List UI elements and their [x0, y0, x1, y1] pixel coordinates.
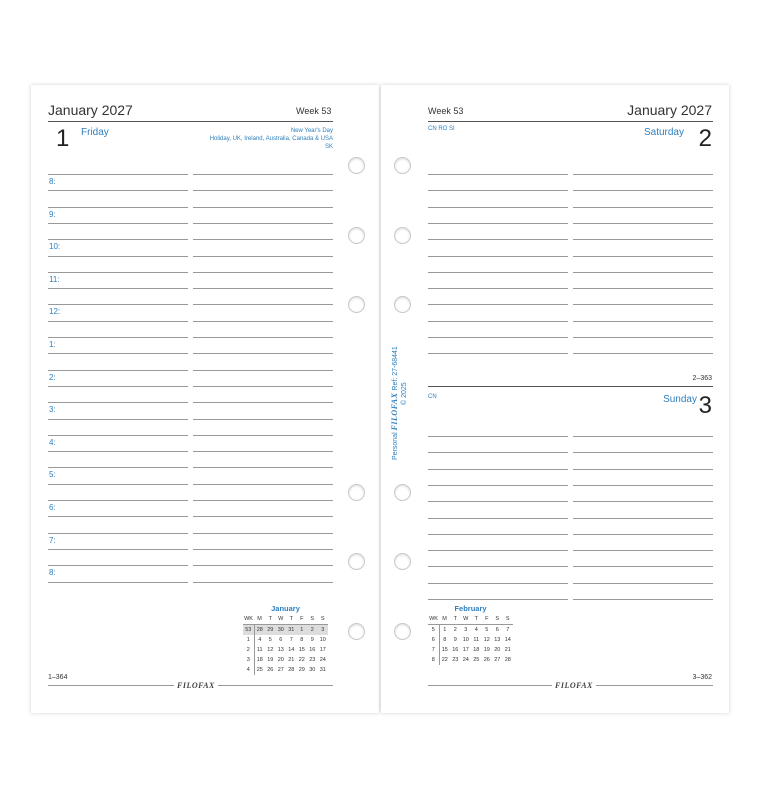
ruled-line — [193, 239, 333, 240]
ruled-line — [573, 566, 713, 567]
hour-label: 6: — [49, 503, 56, 512]
ruled-line — [573, 599, 713, 600]
ruled-line — [573, 304, 713, 305]
binder-hole — [348, 157, 365, 174]
ruled-line — [193, 288, 333, 289]
calendar-day: 20 — [277, 657, 284, 663]
ruled-line — [573, 485, 713, 486]
calendar-week-row — [428, 635, 513, 645]
ruled-line — [193, 500, 333, 501]
ruled-line — [428, 452, 568, 453]
ruled-line — [48, 321, 188, 322]
calendar-day: 12 — [267, 647, 274, 653]
binder-hole — [394, 157, 411, 174]
hour-label: 8: — [49, 177, 56, 186]
calendar-week-number: 5 — [428, 625, 439, 636]
day-number: 3 — [698, 392, 712, 419]
calendar-day: 13 — [277, 647, 284, 653]
ruled-line — [193, 484, 333, 485]
hour-label: 11: — [49, 275, 60, 284]
ruled-line — [48, 353, 188, 354]
calendar-week-number: 8 — [428, 655, 439, 665]
calendar-week-number: 3 — [243, 655, 254, 665]
month-title: January 2027 — [48, 102, 133, 118]
day-name: Sunday — [663, 394, 697, 405]
hour-label: 2: — [49, 373, 56, 382]
ruled-line — [193, 467, 333, 468]
header-rule — [48, 121, 333, 122]
calendar-day: 22 — [298, 657, 305, 663]
ruled-line — [573, 256, 713, 257]
ruled-line — [193, 353, 333, 354]
filofax-logo: FILOFAX — [552, 681, 596, 690]
calendar-week-row — [243, 635, 328, 645]
ruled-line — [428, 501, 568, 502]
week-label: Week 53 — [428, 106, 464, 116]
ruled-line — [48, 549, 188, 550]
calendar-day: 28 — [504, 657, 511, 663]
ruled-line — [48, 337, 188, 338]
hour-label: 7: — [49, 536, 56, 545]
ruled-line — [48, 435, 188, 436]
calendar-day: 15 — [441, 647, 448, 653]
calendar-header-cell: W — [461, 614, 472, 625]
ruled-line — [193, 321, 333, 322]
calendar-header-cell: T — [471, 614, 482, 625]
calendar-day: 29 — [298, 667, 305, 673]
day-number: 2 — [698, 125, 712, 152]
calendar-header-cell: WK — [243, 614, 254, 625]
calendar-day: 1 — [297, 625, 308, 636]
ruled-line — [48, 272, 188, 273]
ruled-line — [193, 565, 333, 566]
calendar-day: 21 — [288, 657, 295, 663]
ruled-line — [428, 599, 568, 600]
calendar-day: 27 — [494, 657, 501, 663]
ruled-line — [428, 207, 568, 208]
calendar-day: 7 — [289, 637, 293, 643]
calendar-day: 12 — [483, 637, 490, 643]
ruled-line — [48, 484, 188, 485]
calendar-day: 5 — [485, 627, 489, 633]
calendar-header-cell: S — [318, 614, 329, 625]
ruled-line — [48, 207, 188, 208]
calendar-day: 2 — [307, 625, 318, 636]
calendar-week-row — [428, 645, 513, 655]
page-reference: 1–364 — [48, 674, 68, 681]
ruled-line — [428, 534, 568, 535]
calendar-header-cell: F — [297, 614, 308, 625]
calendar-day: 23 — [452, 657, 459, 663]
hour-label: 4: — [49, 438, 56, 447]
calendar-day: 21 — [504, 647, 511, 653]
ruled-line — [48, 565, 188, 566]
calendar-day: 8 — [300, 637, 304, 643]
ruled-line — [573, 272, 713, 273]
hour-label: 3: — [49, 405, 56, 414]
hour-label: 5: — [49, 470, 56, 479]
ruled-line — [428, 174, 568, 175]
ruled-line — [573, 583, 713, 584]
binder-hole — [348, 227, 365, 244]
calendar-day: 25 — [256, 667, 263, 673]
ruled-line — [193, 370, 333, 371]
ruled-line — [48, 174, 188, 175]
binder-hole — [394, 484, 411, 501]
calendar-day: 6 — [279, 637, 283, 643]
calendar-week-number: 4 — [243, 665, 254, 675]
calendar-day: 26 — [483, 657, 490, 663]
binder-hole — [348, 296, 365, 313]
ruled-line — [573, 469, 713, 470]
ruled-line — [48, 451, 188, 452]
hour-label: 9: — [49, 210, 56, 219]
calendar-header-cell: W — [276, 614, 287, 625]
country-codes: CN RO SI — [428, 126, 455, 132]
calendar-day: 17 — [319, 647, 326, 653]
calendar-day: 10 — [319, 637, 326, 643]
mini-calendar-february — [428, 604, 513, 665]
calendar-week-row — [243, 625, 328, 636]
calendar-day: 19 — [483, 647, 490, 653]
calendar-week-row — [428, 625, 513, 636]
ruled-line — [193, 337, 333, 338]
ruled-line — [193, 451, 333, 452]
calendar-header-cell: M — [254, 614, 265, 625]
calendar-day: 19 — [267, 657, 274, 663]
calendar-day: 24 — [319, 657, 326, 663]
ruled-line — [573, 190, 713, 191]
binder-hole — [394, 227, 411, 244]
month-title: January 2027 — [627, 102, 712, 118]
calendar-header-cell: S — [503, 614, 514, 625]
calendar-day: 24 — [462, 657, 469, 663]
ruled-line — [573, 353, 713, 354]
calendar-day: 6 — [495, 627, 499, 633]
ruled-line — [428, 469, 568, 470]
calendar-day: 1 — [443, 627, 447, 633]
calendar-day: 11 — [256, 647, 263, 653]
ruled-line — [48, 304, 188, 305]
calendar-day: 2 — [453, 627, 457, 633]
mini-calendar-title: February — [454, 604, 487, 613]
binder-hole — [348, 484, 365, 501]
mini-calendar-title: January — [271, 604, 300, 613]
calendar-day: 4 — [258, 637, 262, 643]
calendar-day: 8 — [443, 637, 447, 643]
spine-ref: Ref: 27-68441 — [392, 346, 399, 391]
left-diary-page — [31, 85, 379, 713]
ruled-line — [573, 550, 713, 551]
calendar-day: 14 — [504, 637, 511, 643]
hour-label: 8: — [49, 568, 56, 577]
ruled-line — [48, 419, 188, 420]
ruled-line — [428, 485, 568, 486]
ruled-line — [48, 516, 188, 517]
ruled-line — [428, 353, 568, 354]
calendar-day: 17 — [462, 647, 469, 653]
calendar-day: 9 — [453, 637, 457, 643]
ruled-line — [193, 386, 333, 387]
ruled-line — [428, 256, 568, 257]
ruled-line — [428, 337, 568, 338]
calendar-header-cell: M — [439, 614, 450, 625]
calendar-week-number: 7 — [428, 645, 439, 655]
ruled-line — [573, 321, 713, 322]
calendar-week-number: 6 — [428, 635, 439, 645]
hour-label: 12: — [49, 307, 61, 316]
mini-calendar-table — [243, 614, 328, 675]
ruled-line — [48, 467, 188, 468]
calendar-week-number: 53 — [243, 625, 254, 636]
mini-calendar-table — [428, 614, 513, 665]
calendar-day: 29 — [265, 625, 276, 636]
ruled-line — [573, 239, 713, 240]
day-name: Friday — [81, 127, 109, 138]
holiday-notes — [210, 127, 333, 151]
ruled-line — [48, 288, 188, 289]
calendar-day: 28 — [288, 667, 295, 673]
ruled-line — [428, 321, 568, 322]
mini-calendar-january — [243, 604, 328, 675]
calendar-day: 13 — [494, 637, 501, 643]
calendar-header-cell: S — [492, 614, 503, 625]
holiday-line: Holiday, UK, Ireland, Australia, Canada & USA — [209, 136, 333, 142]
country-codes: CN — [428, 394, 437, 400]
ruled-line — [193, 190, 333, 191]
ruled-line — [193, 435, 333, 436]
calendar-day: 14 — [288, 647, 295, 653]
ruled-line — [573, 223, 713, 224]
calendar-day: 4 — [474, 627, 478, 633]
calendar-header-cell: S — [307, 614, 318, 625]
hour-label: 10: — [49, 242, 61, 251]
filofax-logo: FILOFAX — [174, 681, 218, 690]
ruled-line — [48, 239, 188, 240]
calendar-day: 16 — [452, 647, 459, 653]
ruled-line — [573, 534, 713, 535]
ruled-line — [193, 272, 333, 273]
calendar-day: 28 — [254, 625, 265, 636]
ruled-line — [193, 516, 333, 517]
ruled-line — [48, 190, 188, 191]
ruled-line — [573, 518, 713, 519]
calendar-week-row — [243, 655, 328, 665]
ruled-line — [428, 566, 568, 567]
ruled-line — [428, 436, 568, 437]
ruled-line — [428, 190, 568, 191]
calendar-header-cell: WK — [428, 614, 439, 625]
ruled-line — [193, 419, 333, 420]
spine-reference-text — [390, 346, 409, 460]
ruled-line — [48, 256, 188, 257]
calendar-day: 18 — [473, 647, 480, 653]
ruled-line — [573, 501, 713, 502]
calendar-header-cell: F — [482, 614, 493, 625]
calendar-day: 23 — [309, 657, 316, 663]
ruled-line — [48, 370, 188, 371]
calendar-day: 27 — [277, 667, 284, 673]
ruled-line — [573, 288, 713, 289]
calendar-day: 20 — [494, 647, 501, 653]
ruled-line — [573, 436, 713, 437]
calendar-day: 22 — [441, 657, 448, 663]
calendar-day: 31 — [286, 625, 297, 636]
calendar-day: 3 — [318, 625, 329, 636]
binder-hole — [394, 623, 411, 640]
header-rule — [428, 121, 713, 122]
ruled-line — [193, 402, 333, 403]
calendar-day: 7 — [506, 627, 510, 633]
spine-filofax-logo: FILOFAX — [390, 392, 399, 431]
ruled-line — [48, 402, 188, 403]
day-name: Saturday — [643, 127, 684, 138]
ruled-line — [573, 452, 713, 453]
ruled-line — [428, 518, 568, 519]
ruled-line — [573, 337, 713, 338]
calendar-week-row — [243, 665, 328, 675]
ruled-line — [573, 174, 713, 175]
calendar-header-cell: T — [286, 614, 297, 625]
calendar-day: 15 — [298, 647, 305, 653]
calendar-week-number: 2 — [243, 645, 254, 655]
calendar-header-cell: T — [450, 614, 461, 625]
hour-label: 1: — [49, 340, 56, 349]
spine-personal: Personal — [392, 432, 399, 460]
ruled-line — [428, 304, 568, 305]
ruled-line — [193, 582, 333, 583]
binder-hole — [394, 296, 411, 313]
page-reference: 2–363 — [692, 375, 712, 382]
ruled-line — [193, 304, 333, 305]
calendar-day: 16 — [309, 647, 316, 653]
day-number: 1 — [56, 125, 70, 152]
calendar-day: 30 — [309, 667, 316, 673]
holiday-line: New Year's Day — [290, 128, 333, 134]
day-divider-rule — [428, 386, 713, 387]
calendar-day: 26 — [267, 667, 274, 673]
binder-hole — [394, 553, 411, 570]
calendar-header-cell: T — [265, 614, 276, 625]
ruled-line — [193, 533, 333, 534]
calendar-week-number: 1 — [243, 635, 254, 645]
holiday-line: SK — [324, 144, 333, 150]
ruled-line — [428, 223, 568, 224]
spine-copyright: © 2025 — [401, 382, 408, 405]
ruled-line — [428, 272, 568, 273]
calendar-week-row — [243, 645, 328, 655]
ruled-line — [193, 174, 333, 175]
ruled-line — [573, 207, 713, 208]
ruled-line — [193, 223, 333, 224]
ruled-line — [48, 386, 188, 387]
calendar-day: 25 — [473, 657, 480, 663]
ruled-line — [48, 223, 188, 224]
calendar-day: 3 — [464, 627, 468, 633]
ruled-line — [428, 239, 568, 240]
calendar-day: 31 — [319, 667, 326, 673]
week-label: Week 53 — [296, 106, 332, 116]
binder-hole — [348, 553, 365, 570]
calendar-day: 11 — [473, 637, 480, 643]
calendar-day: 5 — [268, 637, 272, 643]
ruled-line — [428, 583, 568, 584]
page-reference: 3–362 — [692, 674, 712, 681]
binder-hole — [348, 623, 365, 640]
ruled-line — [428, 550, 568, 551]
ruled-line — [193, 207, 333, 208]
right-diary-page — [381, 85, 729, 713]
ruled-line — [48, 533, 188, 534]
calendar-day: 30 — [276, 625, 287, 636]
ruled-line — [48, 582, 188, 583]
ruled-line — [193, 549, 333, 550]
ruled-line — [428, 288, 568, 289]
calendar-day: 9 — [310, 637, 314, 643]
ruled-line — [48, 500, 188, 501]
calendar-day: 10 — [462, 637, 469, 643]
calendar-day: 18 — [256, 657, 263, 663]
calendar-week-row — [428, 655, 513, 665]
ruled-line — [193, 256, 333, 257]
